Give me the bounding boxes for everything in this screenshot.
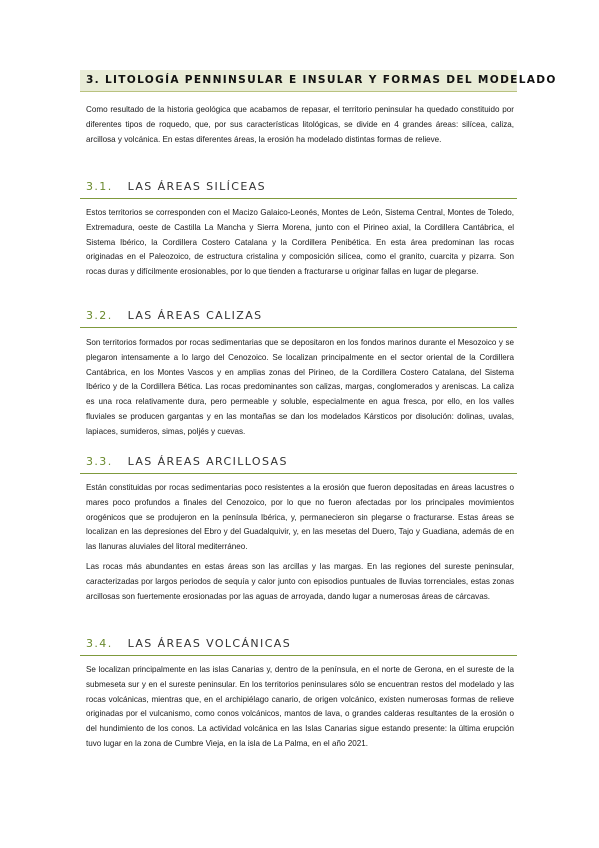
section-heading-siliceous [80,176,517,199]
section-paragraph: Se localizan principalmente en las islas Canarias y, dentro de la península, en el norte de Gerona, en el sureste de la submeseta sur y en el sureste peninsular. En los territorios peninsulares sólo se encuentran restos del modelado y las rocas volcánicas, mientras que, en el archipiélago canario, de origen volcánico, existen numerosas formas de relieve originadas por el vulcanismo, como conos volcánicos, mantos de lava, o grandes calderas resultantes de la erosión o del hundimiento de los conos. La actividad volcánica en las Islas Canarias sigue estando presente: la última erupción tuvo lugar en la zona de Cumbre Vieja, en la isla de La Palma, en el año 2021. [86,665,514,748]
section-paragraph: Están constituidas por rocas sedimentarias poco resistentes a la erosión que fueron depositadas en áreas lacustres o mares poco profundos a finales del Cenozoico, por lo que no fueron afectadas por los principales movimientos orogénicos que se produjeron en la península Ibérica, y, permanecieron sin plegarse o fracturarse. Estas áreas se localizan en las depresiones del Ebro y del Guadalquivir, y, en las mesetas del Duero, Tajo y Guadiana, además de en las llanuras aluviales del litoral mediterráneo. [86,483,514,552]
section-title: LAS ÁREAS ARCILLOSAS [127,455,288,468]
section-number: 3.3. [86,455,113,468]
section-title: LAS ÁREAS CALIZAS [127,309,263,322]
section-heading-clay [80,451,517,474]
section-heading-volcanic [80,633,517,656]
intro-paragraph: Como resultado de la historia geológica que acabamos de repasar, el territorio peninsular ha quedado constituido por diferentes tipos de roquedo, que, por sus características litológicas, se divide en 4 grandes áreas: silícea, caliza, arcillosa y volcánica. En estas diferentes áreas, la erosión ha modelado distintas formas de relieve. [86,105,514,144]
section-number: 3.2. [86,309,113,322]
section-paragraph: Las rocas más abundantes en estas áreas son las arcillas y las margas. En las regiones del sureste peninsular, caracterizadas por largos periodos de sequía y calor junto con episodios puntuales de lluvias torrenciales, estas zonas arcillosas son fuertemente erosionadas por las aguas de arroyada, dando lugar a numerosas áreas de cárcavas. [86,562,514,601]
section-number: 3.4. [86,637,113,650]
main-heading: 3. LITOLOGÍA PENNINSULAR E INSULAR Y FORMAS DEL MODELADO [80,70,517,92]
section-number: 3.1. [86,180,113,193]
section-title: LAS ÁREAS VOLCÁNICAS [127,637,292,650]
section-paragraph: Son territorios formados por rocas sedimentarias que se depositaron en los fondos marinos durante el Mesozoico y se plegaron intensamente a lo largo del Cenozoico. Se localizan principalmente en el sector oriental de la Cordillera Cantábrica, en los Montes Vascos y en amplias zonas del Pirineo, de la Cordillera Costero Catalana, del Sistema Ibérico y de la Cordillera Bética. Las rocas predominantes son calizas, margas, conglomerados y areniscas. La caliza es una roca relativamente dura, pero permeable y soluble, especialmente en agua fresca, por ello, en los valles fluviales se producen gargantas y en las montañas se dan los modelados Kársticos por disolución: dolinas, uvalas, lapiaces, sumideros, simas, poljés y cuevas. [86,338,514,436]
section-heading-limestone [80,305,517,328]
section-title: LAS ÁREAS SILÍCEAS [127,180,267,193]
section-paragraph: Estos territorios se corresponden con el Macizo Galaico-Leonés, Montes de León, Sistema Central, Montes de Toledo, Extremadura, oeste de Castilla La Mancha y Sierra Morena, junto con el Pirineo axial, la Cordillera Cantábrica, el Sistema Ibérico, la Cordillera Costero Catalana y la Cordillera Penibética. En esta área predominan las rocas originadas en el Paleozoico, de estructura cristalina y composición silícea, como el granito, cuarcita y pizarra. Son rocas duras y difícilmente erosionables, por lo que tienden a fracturarse u originar fallas en lugar de plegarse. [86,208,514,277]
